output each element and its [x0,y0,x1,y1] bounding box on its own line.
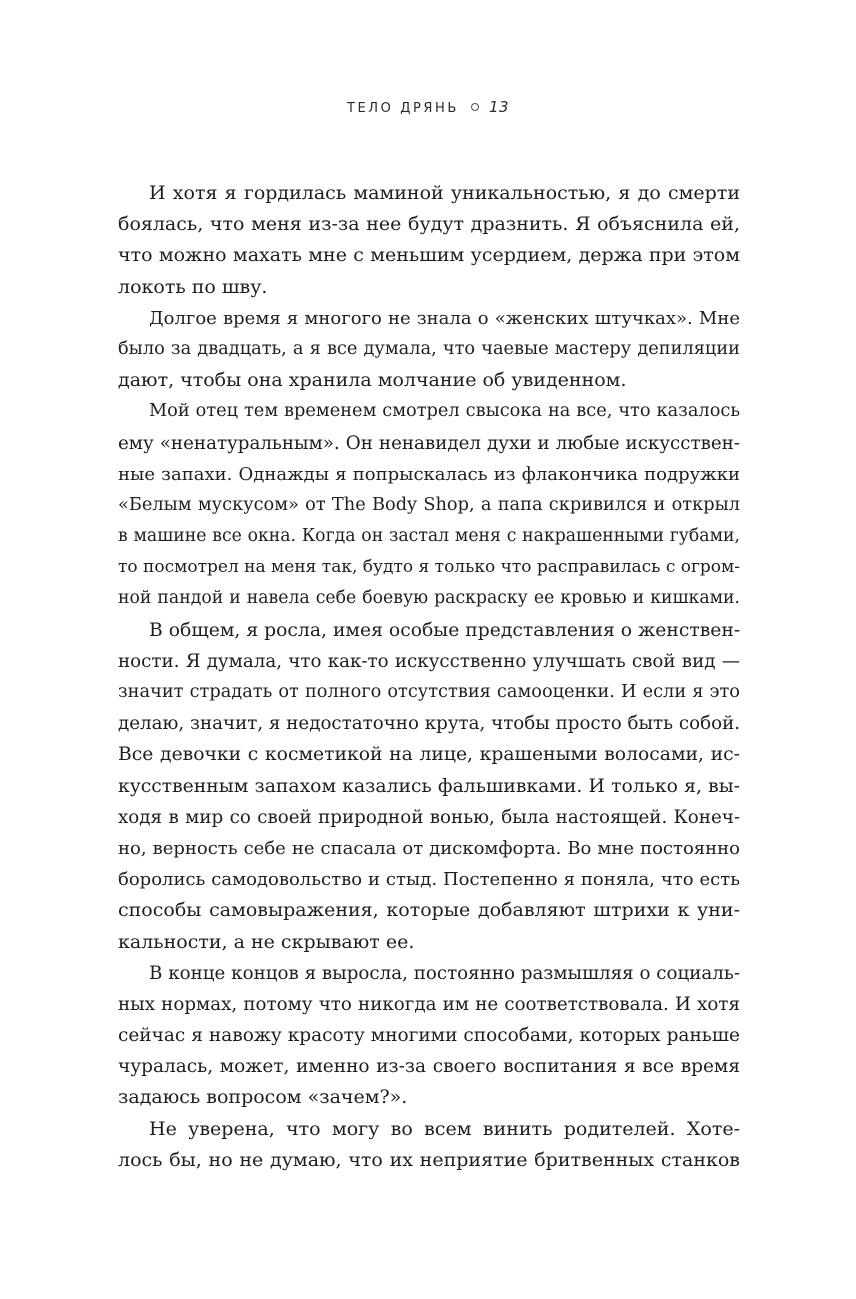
text-line: В общем, я росла, имея особые представления о женствен- [149,619,740,641]
text-line: ности. Я думала, что как-то искусственно улучшать свой вид — [118,650,740,672]
circle-separator-icon [471,103,479,111]
text-line: Не уверена, что могу во всем винить родителей. Хоте- [149,1117,740,1140]
running-header [0,97,856,119]
text-line: в машине все окна. Когда он застал меня с накрашенными губами, [118,526,740,547]
text-line: было за двадцать, а я все думала, что чаевые мастеру депиляции [118,338,740,359]
running-title: ТЕЛО ДРЯНЬ [346,101,459,116]
text-line: ему «ненатуральным». Он ненавидел духи и любые искусствен- [118,432,740,454]
text-line: что можно махать мне с меньшим усердием, держа при этом [118,244,740,267]
text-line: Мой отец тем временем смотрел свысока на все, что казалось [149,401,740,422]
text-line: способы самовыражения, которые добавляют штрихи к уни- [118,899,740,922]
text-line: кальности, а не скрывают ее. [118,930,415,953]
text-line: сейчас я навожу красоту многими способами, которых раньше [118,1025,740,1047]
text-line: боялась, что меня из-за нее будут дразнить. Я объяснила ей, [118,213,740,236]
text-line: чуралась, может, именно из-за своего воспитания я все время [118,1056,740,1078]
text-line: ных нормах, потому что никогда им не соответствовала. И хотя [118,993,740,1015]
text-line: делаю, значит, я недостаточно крута, чтобы просто быть собой. [118,713,740,735]
text-line: лось бы, но не думаю, что их неприятие бритвенных станков [118,1148,740,1171]
text-line: то посмотрел на меня так, будто я только что расправилась с огром- [118,557,740,578]
text-line: Все девочки с косметикой на лице, крашеными волосами, ис- [118,744,740,766]
text-line: Долгое время я многого не знала о «женских штучках». Мне [149,307,740,329]
text-line: ходя в мир со своей природной вонью, была настоящей. Конеч- [118,806,740,828]
page-number: 13 [488,98,510,116]
text-line: значит страдать от полного отсутствия самооценки. И если я это [118,682,740,702]
text-line: задаюсь вопросом «зачем?». [118,1086,408,1109]
text-line: дают, чтобы она хранила молчание об увиденном. [118,369,627,392]
text-line: И хотя я гордилась маминой уникальностью, я до смерти [149,182,740,204]
text-line: локоть по шву. [118,275,268,298]
text-line: В конце концов я выросла, постоянно размышляя о социаль- [149,962,740,984]
text-line: но, верность себе не спасала от дискомфорта. Во мне постоянно [118,837,740,859]
text-line: ные запахи. Однажды я попрыскалась из флакончика подружки [118,463,740,485]
text-line: боролись самодовольство и стыд. Постепенно я поняла, что есть [118,869,740,891]
text-line: кусственным запахом казались фальшивками. И только я, вы- [118,775,740,797]
text-line: «Белым мускусом» от The Body Shop, а папа скривился и открыл [118,494,740,515]
body-text [118,178,740,1176]
text-line: ной пандой и навела себе боевую раскраску ее кровью и кишками. [118,588,740,609]
